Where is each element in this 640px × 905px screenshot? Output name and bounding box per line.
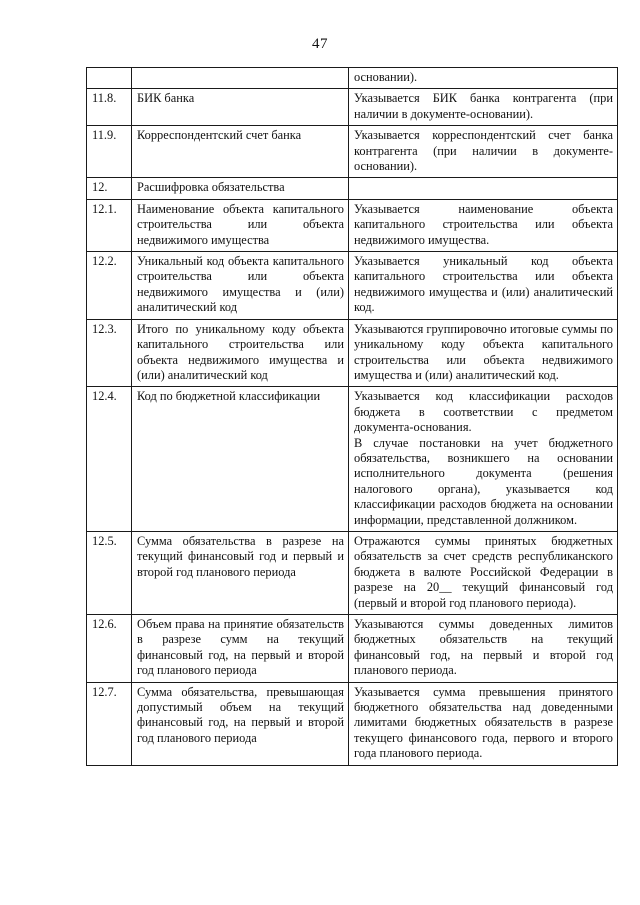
description-paragraph: Указывается корреспондентский счет банка контрагента (при наличии в документе-основании).	[354, 128, 613, 174]
table-row	[87, 199, 618, 251]
row-number: 11.8.	[87, 89, 132, 126]
row-field-name: Наименование объекта капитального строительства или объекта недвижимого имущества	[132, 199, 349, 251]
row-number	[87, 68, 132, 89]
row-number: 11.9.	[87, 126, 132, 178]
table-row	[87, 387, 618, 532]
row-field-name: Итого по уникальному коду объекта капитального строительства или объекта недвижимого имущества и (или) аналитический код	[132, 319, 349, 387]
row-number: 12.1.	[87, 199, 132, 251]
page-number: 47	[312, 36, 328, 52]
row-number: 12.	[87, 178, 132, 199]
description-paragraph	[354, 180, 613, 195]
description-paragraph: В случае постановки на учет бюджетного обязательства, возникшего на основании исполнительного документа (решения налогового органа), указывается код классификации расходов бюджета на основании информации, представленной должником.	[354, 435, 613, 527]
description-paragraph: Указывается код классификации расходов бюджета в соответствии с предметом документа-основания.	[354, 389, 613, 435]
table-row	[87, 531, 618, 614]
row-field-name: Код по бюджетной классификации	[132, 387, 349, 532]
description-paragraph: Указывается уникальный код объекта капитального строительства или объекта недвижимого имущества и (или) аналитический код.	[354, 254, 613, 315]
table-row	[87, 89, 618, 126]
row-description	[349, 319, 618, 387]
table-row	[87, 68, 618, 89]
row-field-name: Объем права на принятие обязательств в разрезе сумм на текущий финансовый год, на первый и второй год планового периода	[132, 615, 349, 683]
row-field-name: Сумма обязательства в разрезе на текущий финансовый год и первый и второй год планового периода	[132, 531, 349, 614]
table-body	[87, 68, 618, 766]
row-description	[349, 126, 618, 178]
row-field-name	[132, 68, 349, 89]
row-description	[349, 615, 618, 683]
description-paragraph: Указывается наименование объекта капитального строительства или объекта недвижимого имущества.	[354, 201, 613, 247]
row-number: 12.4.	[87, 387, 132, 532]
row-number: 12.2.	[87, 252, 132, 320]
table-row	[87, 126, 618, 178]
description-paragraph: Указываются группировочно итоговые суммы по уникальному коду объекта капитального строительства или объекта недвижимого имущества и (или) аналитический код.	[354, 321, 613, 382]
row-field-name: Корреспондентский счет банка	[132, 126, 349, 178]
description-paragraph: Указывается сумма превышения принятого бюджетного обязательства над доведенными лимитами бюджетных обязательств в разрезе текущего финансового года, первого и второго года планового периода.	[354, 684, 613, 761]
row-description	[349, 178, 618, 199]
table-row	[87, 682, 618, 765]
row-field-name: Уникальный код объекта капитального строительства или объекта недвижимого имущества и (или) аналитический код	[132, 252, 349, 320]
row-number: 12.5.	[87, 531, 132, 614]
description-paragraph: Отражаются суммы принятых бюджетных обязательств за счет средств республиканского бюджета в валюте Российской Федерации в разрезе на 20__ текущий финансовый год (первый и второй год планового периода).	[354, 533, 613, 610]
row-field-name: Расшифровка обязательства	[132, 178, 349, 199]
row-number: 12.6.	[87, 615, 132, 683]
row-description	[349, 89, 618, 126]
row-description	[349, 531, 618, 614]
description-paragraph: Указывается БИК банка контрагента (при наличии в документе-основании).	[354, 91, 613, 121]
description-paragraph: основании).	[354, 70, 418, 84]
row-field-name: Сумма обязательства, превышающая допустимый объем на текущий финансовый год, на первый и второй год планового периода	[132, 682, 349, 765]
row-number: 12.3.	[87, 319, 132, 387]
description-paragraph: Указываются суммы доведенных лимитов бюджетных обязательств на текущий финансовый год, на первый и второй год планового периода.	[354, 617, 613, 678]
table-row	[87, 178, 618, 199]
row-description	[349, 252, 618, 320]
row-field-name: БИК банка	[132, 89, 349, 126]
row-description	[349, 199, 618, 251]
requisites-table	[86, 67, 618, 766]
table-row	[87, 252, 618, 320]
row-description	[349, 682, 618, 765]
row-description	[349, 387, 618, 532]
table-row	[87, 615, 618, 683]
table-row	[87, 319, 618, 387]
row-number: 12.7.	[87, 682, 132, 765]
row-description	[349, 68, 618, 89]
